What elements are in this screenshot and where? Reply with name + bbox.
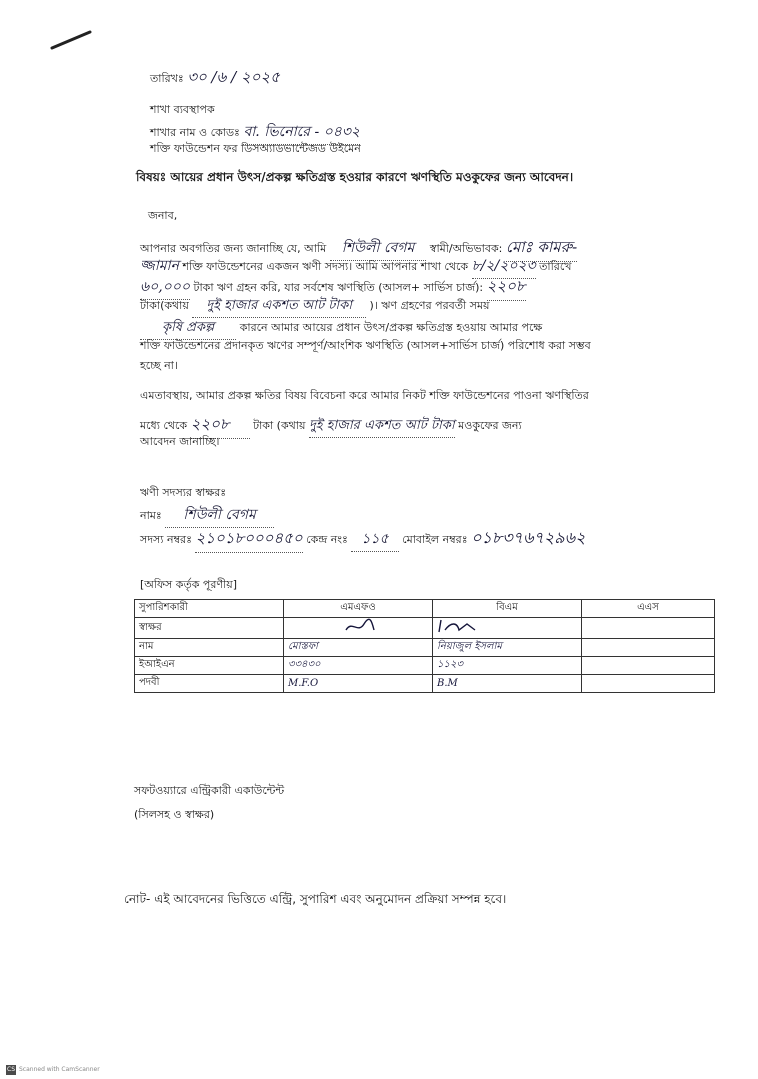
- office-section-title: [অফিস কর্তৃক পূরণীয়]: [140, 578, 237, 591]
- camscanner-logo: CS: [7, 1066, 15, 1073]
- para1-line5: কৃষি প্রকল্প কারনে আমার আয়ের প্রধান উৎস/প্রকল্প ক্ষতিগ্রস্ত হওয়ায় আমার পক্ষে: [140, 318, 542, 340]
- camscanner-watermark: Scanned with CamScanner: [19, 1066, 100, 1073]
- col-mfo: এমএফও: [284, 600, 433, 618]
- mfo-signature: [284, 618, 433, 639]
- guardian-name-part1: মোঃ কামরু-: [506, 236, 577, 262]
- waiver-amount-words: দুই হাজার একশত আট টাকা: [309, 416, 455, 438]
- waiver-amount: ২২০৮: [191, 413, 250, 439]
- mfo-name: মোস্তফা: [284, 639, 433, 657]
- mfo-ein: ৩৩৪৩০: [284, 657, 433, 675]
- para2-line1: এমতাবস্থায়, আমার প্রকল্প ক্ষতির বিষয় বিবেচনা করে আমার নিকট শক্তি ফাউন্ডেশনের পাওনা ঋণস্থিতির: [140, 389, 589, 402]
- col-as: এএস: [582, 600, 715, 618]
- bm-ein: ১১২৩: [433, 657, 582, 675]
- subject-line: বিষয়ঃ আয়ের প্রধান উৎস/প্রকল্প ক্ষতিগ্রস্ত হওয়ার কারণে ঋণস্থিতি মওকুফের জন্য আবেদন।: [136, 170, 574, 184]
- guardian-name-part2: জ্জামান: [140, 258, 179, 274]
- note-line: নোট- এই আবেদনের ভিত্তিতে এন্ট্রি, সুপারিশ এবং অনুমোদন প্রক্রিয়া সম্পন্ন হবে।: [124, 892, 507, 906]
- signature-scribble-icon: [338, 618, 378, 635]
- para1-line3: ৬০,০০০ টাকা ঋণ গ্রহন করি, যার সর্বশেষ ঋণস্থিতি (আসল+ সার্ভিস চার্জ): ২২০৮: [140, 275, 526, 301]
- mobile-number: ০১৮৩৭৬৭২৯৬২: [471, 528, 586, 547]
- member-signature-label: ঋণী সদস্যর স্বাক্ষরঃ: [140, 486, 227, 499]
- date-label: তারিখঃ: [150, 72, 184, 85]
- as-ein: [582, 657, 715, 675]
- loan-date: ৮/২/২০২৩: [472, 254, 536, 279]
- table-row: [135, 675, 715, 693]
- as-signature: [582, 618, 715, 639]
- para1-line6: শক্তি ফাউন্ডেশনের প্রদানকৃত ঋণের সম্পূর্ণ/আংশিক ঋণস্থিতি (আসল+সার্ভিস চার্জ) পরিশোধ করা সম্ভব: [140, 339, 591, 352]
- office-table: [134, 599, 715, 693]
- branch-value: বা. ভিনোরে - ০৪৩২: [243, 120, 360, 145]
- para1-line4: টাকা(কথায় দুই হাজার একশত আট টাকা )। ঋণ গ্রহণের পরবর্তী সময়: [140, 296, 490, 318]
- member-name: শিউলী বেগম: [165, 503, 274, 528]
- date-value: ৩০ /৬ / ২০২৫: [187, 68, 280, 86]
- col-bm: বিএম: [433, 600, 582, 618]
- para2-line2: মধ্যে থেকে ২২০৮ টাকা (কথায় দুই হাজার একশত আট টাকা মওকুফের জন্য: [140, 413, 522, 439]
- applicant-name: শিউলী বেগম: [330, 236, 427, 261]
- pen-mark: [48, 28, 94, 52]
- date-line: [150, 66, 280, 91]
- row-label-designation: পদবী: [135, 675, 284, 693]
- col-recommender: সুপারিশকারী: [135, 600, 284, 618]
- row-label-name: নাম: [135, 639, 284, 657]
- software-entry-label: সফটওয়্যারে এন্ট্রিকারী একাউন্টেন্ট: [134, 784, 285, 797]
- table-row: [135, 639, 715, 657]
- loan-balance: ২২০৮: [487, 275, 526, 301]
- recipient-line: শাখা ব্যবস্থাপক: [150, 103, 215, 116]
- para2-line3: আবেদন জানাচ্ছি।: [140, 435, 220, 448]
- office-table-header: [135, 600, 715, 618]
- table-row: [135, 618, 715, 639]
- mfo-designation: M.F.O: [284, 675, 433, 693]
- salutation: জনাব,: [148, 209, 178, 222]
- para1-line2: জ্জামান শক্তি ফাউন্ডেশনের একজন ঋণী সদস্য। আমি আপনার শাখা থেকে ৮/২/২০২৩ তারিখে: [140, 254, 571, 279]
- loan-amount: ৬০,০০০: [140, 275, 190, 300]
- member-id: ২১০১৮০০০৪৫০: [195, 527, 302, 553]
- member-id-line: সদস্য নম্বরঃ ২১০১৮০০০৪৫০ কেন্দ্র নংঃ ১১৫ মোবাইল নম্বরঃ ০১৮৩৭৬৭২৯৬২: [140, 525, 585, 553]
- table-row: [135, 657, 715, 675]
- row-label-signature: স্বাক্ষর: [135, 618, 284, 639]
- member-name-line: নামঃ শিউলী বেগম: [140, 503, 274, 528]
- bm-designation: B.M: [433, 675, 582, 693]
- damage-reason: কৃষি প্রকল্প: [140, 318, 236, 340]
- signature-scribble-icon: [437, 618, 497, 635]
- para1-line1: আপনার অবগতির জন্য জানাচ্ছি যে, আমি শিউলী বেগম স্বামী/অভিভাবক: মোঃ কামরু-: [140, 236, 577, 262]
- center-number: ১১৫: [351, 527, 398, 552]
- as-designation: [582, 675, 715, 693]
- bm-signature: [433, 618, 582, 639]
- software-entry-sub: (সিলসহ ও স্বাক্ষর): [134, 808, 215, 821]
- balance-in-words: দুই হাজার একশত আট টাকা: [192, 296, 366, 318]
- bm-name: নিয়াজুল ইসলাম: [433, 639, 582, 657]
- as-name: [582, 639, 715, 657]
- para1-line7: হচ্ছে না।: [140, 359, 178, 372]
- row-label-ein: ইআইএন: [135, 657, 284, 675]
- branch-label: শাখার নাম ও কোডঃ: [150, 126, 240, 139]
- organization-line: শক্তি ফাউন্ডেশন ফর ডিসঅ্যাডভান্টেজড উইমেন: [150, 142, 361, 155]
